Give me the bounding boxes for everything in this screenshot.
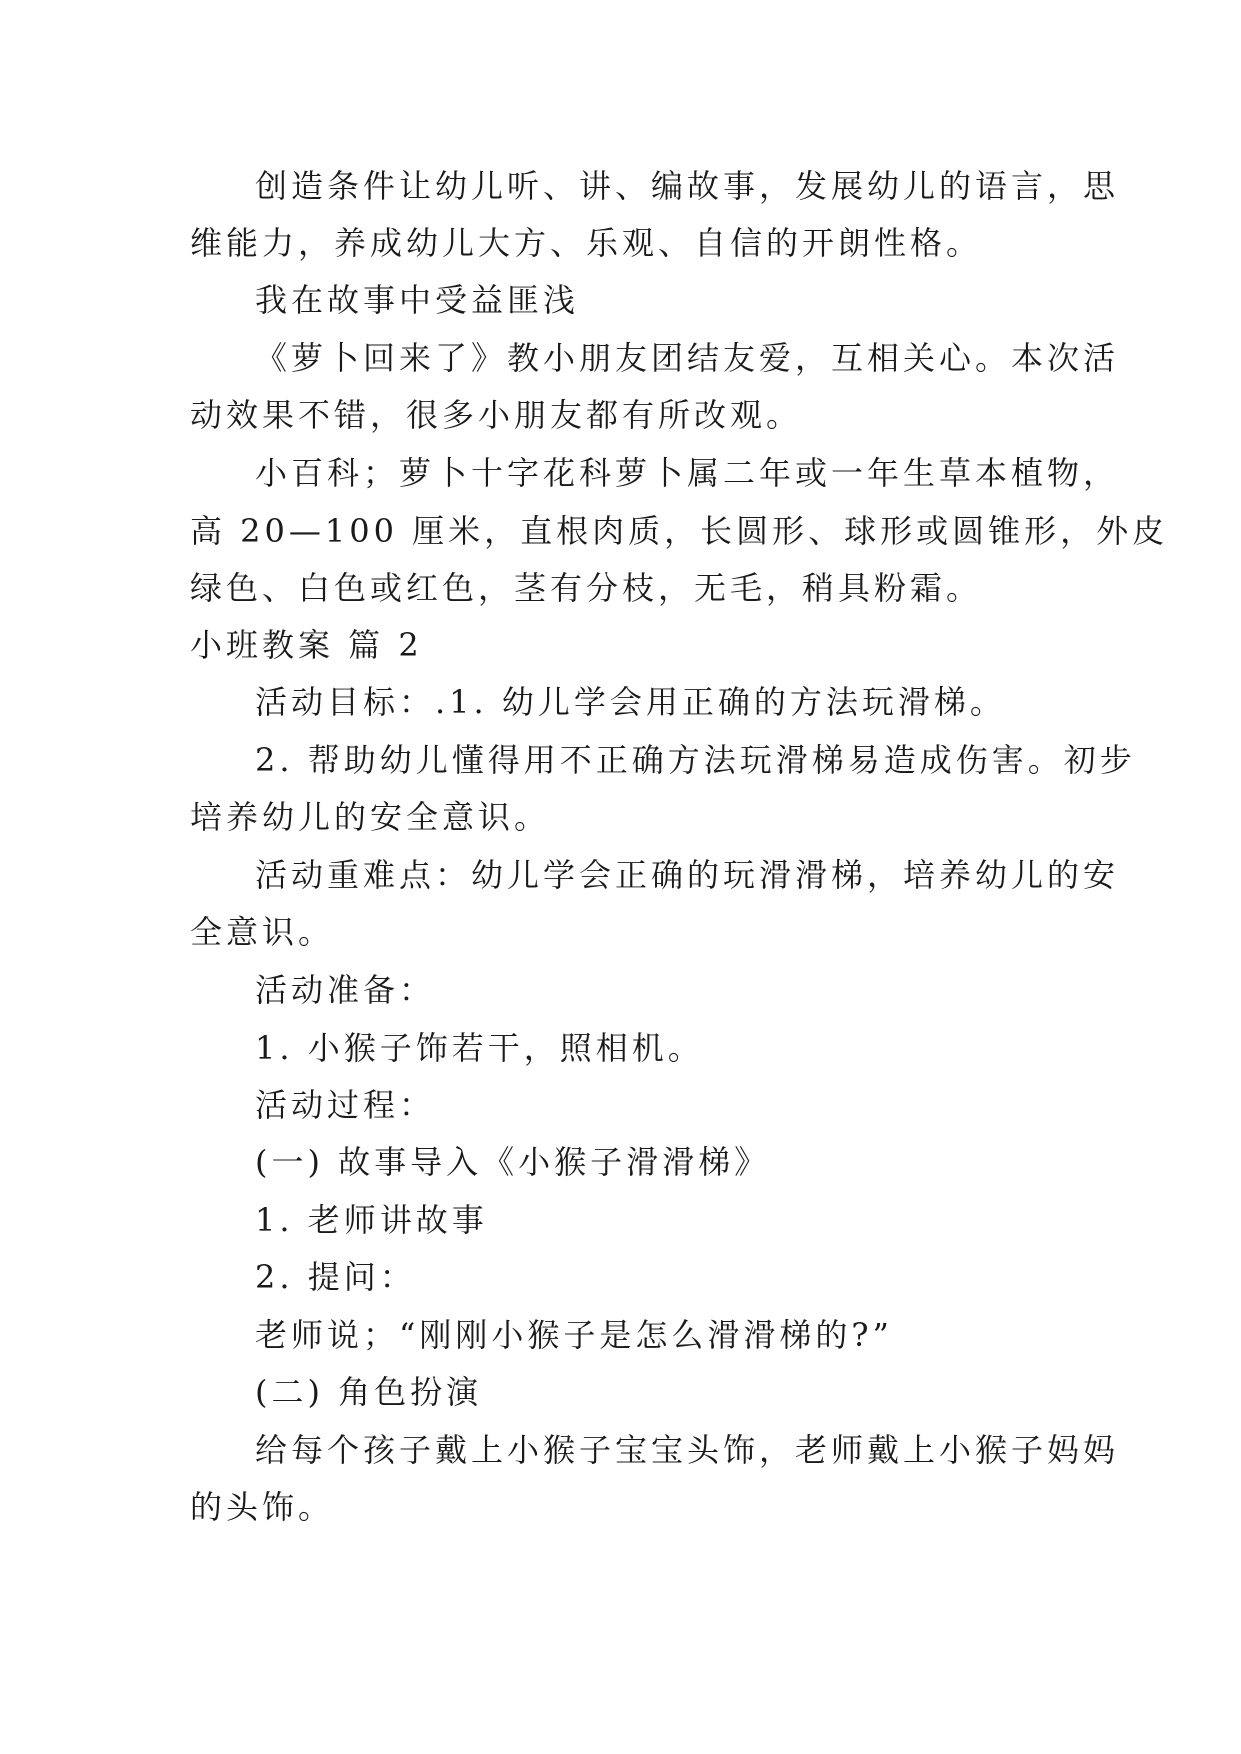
paragraph-line: 活动过程： xyxy=(255,1086,436,1124)
paragraph-line: 创造条件让幼儿听、讲、编故事，发展幼儿的语言，思 xyxy=(255,167,1120,205)
paragraph-line: 我在故事中受益匪浅 xyxy=(255,281,580,319)
paragraph-line: 2. 提问： xyxy=(255,1258,416,1296)
paragraph-line: 活动准备： xyxy=(255,971,436,1009)
paragraph-line: 维能力，养成幼儿大方、乐观、自信的开朗性格。 xyxy=(190,224,983,262)
paragraph-line: 活动重难点：幼儿学会正确的玩滑滑梯，培养幼儿的安 xyxy=(255,856,1120,894)
paragraph-line: 《萝卜回来了》教小朋友团结友爱，互相关心。本次活 xyxy=(255,339,1120,377)
paragraph-line: 活动目标：.1. 幼儿学会用正确的方法玩滑梯。 xyxy=(255,683,1006,721)
paragraph-line: (一) 故事导入《小猴子滑滑梯》 xyxy=(255,1143,771,1181)
paragraph-line: 的头饰。 xyxy=(190,1488,335,1526)
paragraph-line: 动效果不错，很多小朋友都有所改观。 xyxy=(190,396,803,434)
paragraph-line: 1. 小猴子饰若干，照相机。 xyxy=(255,1029,704,1067)
paragraph-line: 绿色、白色或红色，茎有分枝，无毛，稍具粉霜。 xyxy=(190,569,983,607)
paragraph-line: 全意识。 xyxy=(190,913,335,951)
paragraph-line: 给每个孩子戴上小猴子宝宝头饰，老师戴上小猴子妈妈 xyxy=(255,1431,1120,1469)
paragraph-line: 高 20—100 厘米，直根肉质，长圆形、球形或圆锥形，外皮 xyxy=(190,512,1169,550)
paragraph-line: 培养幼儿的安全意识。 xyxy=(190,798,551,836)
paragraph-line: (二) 角色扮演 xyxy=(255,1373,483,1411)
paragraph-line: 小百科；萝卜十字花科萝卜属二年或一年生草本植物， xyxy=(255,454,1120,492)
paragraph-line: 老师说；“刚刚小猴子是怎么滑滑梯的?” xyxy=(255,1316,893,1354)
paragraph-line: 1. 老师讲故事 xyxy=(255,1201,488,1239)
section-heading: 小班教案 篇 2 xyxy=(190,626,423,664)
paragraph-line: 2. 帮助幼儿懂得用不正确方法玩滑梯易造成伤害。初步 xyxy=(255,741,1136,779)
